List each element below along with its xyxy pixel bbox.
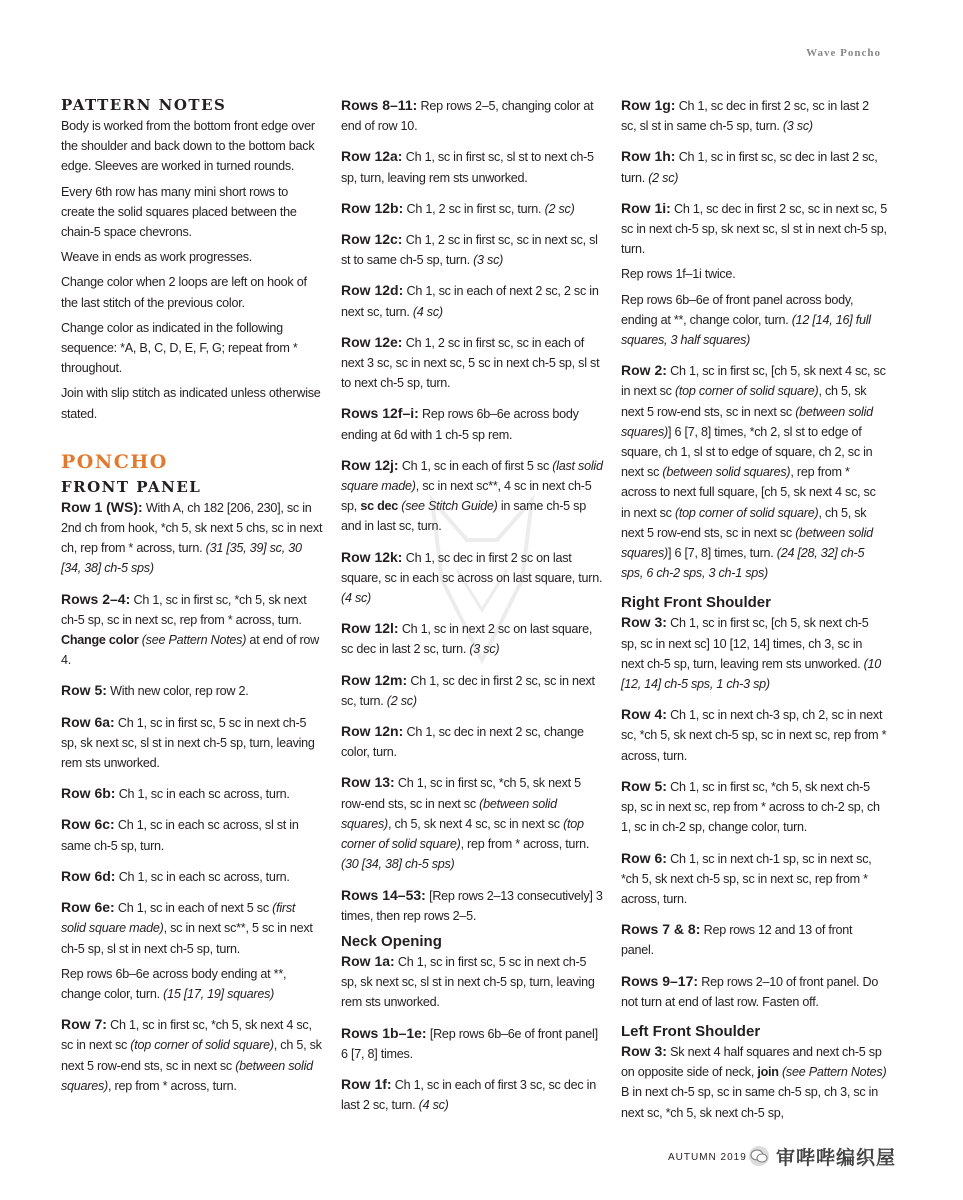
front-panel-heading: FRONT PANEL — [61, 477, 202, 496]
row-label: Row 12a: — [341, 148, 403, 165]
instruction-row-12m: Row 12m: Ch 1, sc dec in first 2 sc, sc in next sc, turn. (2 sc) — [341, 671, 595, 708]
repeat-twice-instruction: Rep rows 1f–1i twice. — [621, 267, 736, 282]
row-label: Rows 2–4: — [61, 590, 131, 607]
instruction-row-6b: Row 6b: Ch 1, sc in each sc across, turn. — [61, 785, 290, 802]
instruction-row-12c: Row 12c: Ch 1, 2 sc in first sc, sc in next sc, sl st to same ch-5 sp, turn. (3 sc) — [341, 231, 598, 268]
repeat-front-instruction: Rep rows 6b–6e of front panel across body, ending at **, change color, turn. (12 [14, 16] full squares, 3 half squares) — [621, 292, 871, 348]
running-head: Wave Poncho — [806, 47, 881, 59]
instruction-row-1i: Row 1i: Ch 1, sc dec in first 2 sc, sc in next sc, 5 sc in next ch-5 sp, sk next sc, sl st in next ch-5 sp, turn. — [621, 199, 887, 257]
poncho-heading: PONCHO — [61, 450, 168, 473]
repeat-instruction: Rep rows 6b–6e across body ending at **, change color, turn. (15 [17, 19] squares) — [61, 966, 287, 1001]
row-label: Rows 9–17: — [621, 972, 699, 989]
right-front-shoulder-heading: Right Front Shoulder — [621, 594, 771, 612]
instruction-rows-12f-i: Rows 12f–i: Rep rows 6b–6e across body ending at 6d with 1 ch-5 sp rem. — [341, 405, 579, 442]
instruction-row-12d: Row 12d: Ch 1, sc in each of next 2 sc, 2 sc in next sc, turn. (4 sc) — [341, 282, 599, 319]
row-label: Row 1a: — [341, 952, 395, 969]
instruction-row-6: Row 6: Ch 1, sc in next ch-1 sp, sc in next sc, *ch 5, sk next ch-5 sp, sc in next sc, rep from * across, turn. — [621, 849, 872, 906]
instruction-rows-1b-1e: Rows 1b–1e: [Rep rows 6b–6e of front panel] 6 [7, 8] times. — [341, 1024, 598, 1061]
note-paragraph: Join with slip stitch as indicated unless otherwise stated. — [61, 386, 321, 421]
row-label: Row 1h: — [621, 148, 676, 165]
row-label: Row 1f: — [341, 1075, 392, 1092]
instruction-row-1g: Row 1g: Ch 1, sc dec in first 2 sc, sc in last 2 sc, sl st in same ch-5 sp, turn. (3 sc) — [621, 97, 869, 134]
row-label: Row 6a: — [61, 713, 115, 730]
instruction-row-1h: Row 1h: Ch 1, sc in first sc, sc dec in last 2 sc, turn. (2 sc) — [621, 148, 878, 185]
row-label: Row 3: — [621, 614, 667, 631]
instruction-rows-2-4: Rows 2–4: Ch 1, sc in first sc, *ch 5, sk next ch-5 sp, sc in next sc, rep from * across, turn. Change color (see Pattern Notes) at end of row 4. — [61, 590, 319, 668]
instruction-row-3: Row 3: Ch 1, sc in first sc, [ch 5, sk next ch-5 sp, sc in next sc] 10 [12, 14] times, ch 3, sc in next ch-5 sp, turn, leaving rem sts unworked. (10 [12, 14] ch-5 sps, 1 ch-3 sp) — [621, 614, 882, 692]
instruction-rows-7-8: Rows 7 & 8: Rep rows 12 and 13 of front panel. — [621, 921, 853, 958]
instruction-row-1a: Row 1a: Ch 1, sc in first sc, 5 sc in next ch-5 sp, sk next sc, sl st in next ch-5 sp, turn, leaving rem sts unworked. — [341, 952, 595, 1010]
row-label: Row 12k: — [341, 548, 403, 565]
row-label: Rows 8–11: — [341, 97, 418, 113]
instruction-row-6e: Row 6e: Ch 1, sc in each of next 5 sc (first solid square made), sc in next sc**, 5 sc in next ch-5 sp, sl st in next ch-5 sp, turn. — [61, 899, 313, 956]
note-paragraph: Weave in ends as work progresses. — [61, 250, 253, 265]
instruction-left-row-3: Row 3: Sk next 4 half squares and next ch-5 sp on opposite side of neck, join (see Pattern Notes) B in next ch-5 sp, sc in same ch-5 sp, ch 3, sc in next sc, *ch 5, sk next ch-5 sp, — [621, 1042, 887, 1120]
neck-opening-heading: Neck Opening — [341, 932, 442, 950]
instruction-row-6c: Row 6c: Ch 1, sc in each sc across, sl st in same ch-5 sp, turn. — [61, 816, 299, 853]
instruction-row-1f: Row 1f: Ch 1, sc in each of first 3 sc, sc dec in last 2 sc, turn. (4 sc) — [341, 1075, 596, 1113]
instruction-row-4: Row 4: Ch 1, sc in next ch-3 sp, ch 2, sc in next sc, *ch 5, sk next ch-5 sp, sc in next sc, rep from * across, turn. — [621, 706, 887, 763]
note-paragraph: Change color when 2 loops are left on hook of the last stitch of the previous color. — [61, 275, 307, 310]
row-label: Row 12m: — [341, 671, 408, 688]
column-3 — [621, 95, 887, 1133]
instruction-row-13: Row 13: Ch 1, sc in first sc, *ch 5, sk next 5 row-end sts, sc in next sc (between solid squares), ch 5, sk next 4 sc, sc in next sc (top corner of solid square), rep from * across, turn. (30 [34, 38] ch-5 sps) — [341, 774, 590, 872]
instruction-rows-14-53: Rows 14–53: [Rep rows 2–13 consecutively] 3 times, then rep rows 2–5. — [341, 886, 603, 923]
instruction-row-2: Row 2: Ch 1, sc in first sc, [ch 5, sk next 4 sc, sc in next sc (top corner of solid square), ch 5, sk next 5 row-end sts, sc in next sc (between solid squares)] 6 [7, 8] times, *ch 2, sl st to edge of square, ch 1, sl st to edge of square, ch 2, sc in next sc (between solid squares), rep from * across to next full square, [ch 5, sk next 4 sc, sc in next sc (top corner of solid square), ch 5, sk next 5 row-end sts, sc in next sc (between solid squares)] 6 [7, 8] times, turn. (24 [28, 32] ch-5 sps, 6 ch-2 sps, 3 ch-1 sps) — [621, 362, 886, 581]
footer-watermark-text: 审哔哔编织屋 — [776, 1148, 897, 1169]
row-label: Row 5: — [61, 682, 107, 699]
row-label: Row 5: — [621, 777, 667, 794]
instruction-row-5: Row 5: Ch 1, sc in first sc, *ch 5, sk next ch-5 sp, sc in next sc, rep from * across to ch-2 sp, ch 1, sc in ch-2 sp, change color, turn. — [621, 777, 880, 835]
row-label: Row 1g: — [621, 97, 676, 113]
row-label: Row 6c: — [61, 816, 115, 833]
row-label: Rows 12f–i: — [341, 405, 419, 422]
row-label: Row 6: — [621, 849, 667, 866]
instruction-row-6d: Row 6d: Ch 1, sc in each sc across, turn. — [61, 867, 290, 884]
fox-watermark-icon — [412, 470, 552, 690]
instruction-rows-8-11: Rows 8–11: Rep rows 2–5, changing color at end of row 10. — [341, 97, 594, 134]
instruction-row-12l: Row 12l: Ch 1, sc in next 2 sc on last square, sc dec in last 2 sc, turn. (3 sc) — [341, 620, 593, 657]
row-label: Row 3: — [621, 1042, 667, 1059]
row-label: Row 13: — [341, 774, 395, 791]
row-label: Row 12e: — [341, 333, 403, 350]
row-label: Row 7: — [61, 1016, 107, 1033]
column-1 — [61, 95, 323, 1106]
instruction-row-1: Row 1 (WS): With A, ch 182 [206, 230], sc in 2nd ch from hook, *ch 5, sk next 5 chs, sc in next ch, rep from * across, turn. (31 [35, 39] sc, 30 [34, 38] ch-5 sps) — [61, 498, 323, 576]
note-paragraph: Change color as indicated in the following sequence: *A, B, C, D, E, F, G; repeat from * throughout. — [61, 320, 298, 376]
row-label: Rows 1b–1e: — [341, 1024, 427, 1041]
instruction-row-5: Row 5: With new color, rep row 2. — [61, 682, 249, 699]
row-label: Row 12l: — [341, 620, 399, 637]
row-label: Row 1 (WS): — [61, 498, 143, 515]
note-paragraph: Every 6th row has many mini short rows to create the solid squares placed between the chain-5 space chevrons. — [61, 184, 297, 240]
instruction-row-12j: Row 12j: Ch 1, sc in each of first 5 sc (last solid square made), sc in next sc**, 4 sc in next ch-5 sp, sc dec (see Stitch Guide) in same ch-5 sp and in last sc, turn. — [341, 456, 603, 534]
instruction-row-12a: Row 12a: Ch 1, sc in first sc, sl st to next ch-5 sp, turn, leaving rem sts unworked. — [341, 148, 594, 185]
row-label: Row 12j: — [341, 456, 399, 473]
row-label: Row 4: — [621, 706, 667, 723]
left-front-shoulder-heading: Left Front Shoulder — [621, 1022, 761, 1040]
instruction-row-12n: Row 12n: Ch 1, sc dec in next 2 sc, change color, turn. — [341, 723, 584, 760]
instruction-row-6a: Row 6a: Ch 1, sc in first sc, 5 sc in next ch-5 sp, sk next sc, sl st in next ch-5 sp, turn, leaving rem sts unworked. — [61, 713, 315, 771]
note-paragraph: Body is worked from the bottom front edge over the shoulder and back down to the bottom back edge. Sleeves are worked in turned rounds. — [61, 119, 315, 174]
instruction-row-12e: Row 12e: Ch 1, 2 sc in first sc, sc in each of next 3 sc, sc in next sc, 5 sc in next ch-5 sp, sl st to next ch-5 sp, turn. — [341, 333, 600, 391]
row-label: Row 12b: — [341, 199, 404, 216]
footer-season: AUTUMN 2019 — [668, 1152, 747, 1163]
row-label: Row 1i: — [621, 199, 671, 216]
row-label: Row 6e: — [61, 899, 115, 916]
instruction-row-12k: Row 12k: Ch 1, sc dec in first 2 sc on last square, sc in each sc across on last square, turn. (4 sc) — [341, 548, 603, 606]
instruction-row-7: Row 7: Ch 1, sc in first sc, *ch 5, sk next 4 sc, sc in next sc (top corner of solid square), ch 5, sk next 5 row-end sts, sc in next sc (between solid squares), rep from * across, turn. — [61, 1016, 322, 1093]
row-label: Row 12n: — [341, 723, 404, 740]
row-label: Row 12d: — [341, 282, 404, 299]
row-label: Rows 7 & 8: — [621, 921, 701, 938]
row-label: Rows 14–53: — [341, 886, 426, 903]
instruction-row-12b: Row 12b: Ch 1, 2 sc in first sc, turn. (2 sc) — [341, 199, 575, 216]
row-label: Row 12c: — [341, 231, 403, 248]
pattern-notes-heading: PATTERN NOTES — [61, 96, 227, 114]
wechat-logo-icon — [748, 1145, 770, 1167]
row-label: Row 6b: — [61, 785, 116, 802]
instruction-rows-9-17: Rows 9–17: Rep rows 2–10 of front panel. Do not turn at end of last row. Fasten off. — [621, 972, 879, 1009]
row-label: Row 6d: — [61, 867, 116, 884]
row-label: Row 2: — [621, 362, 667, 379]
